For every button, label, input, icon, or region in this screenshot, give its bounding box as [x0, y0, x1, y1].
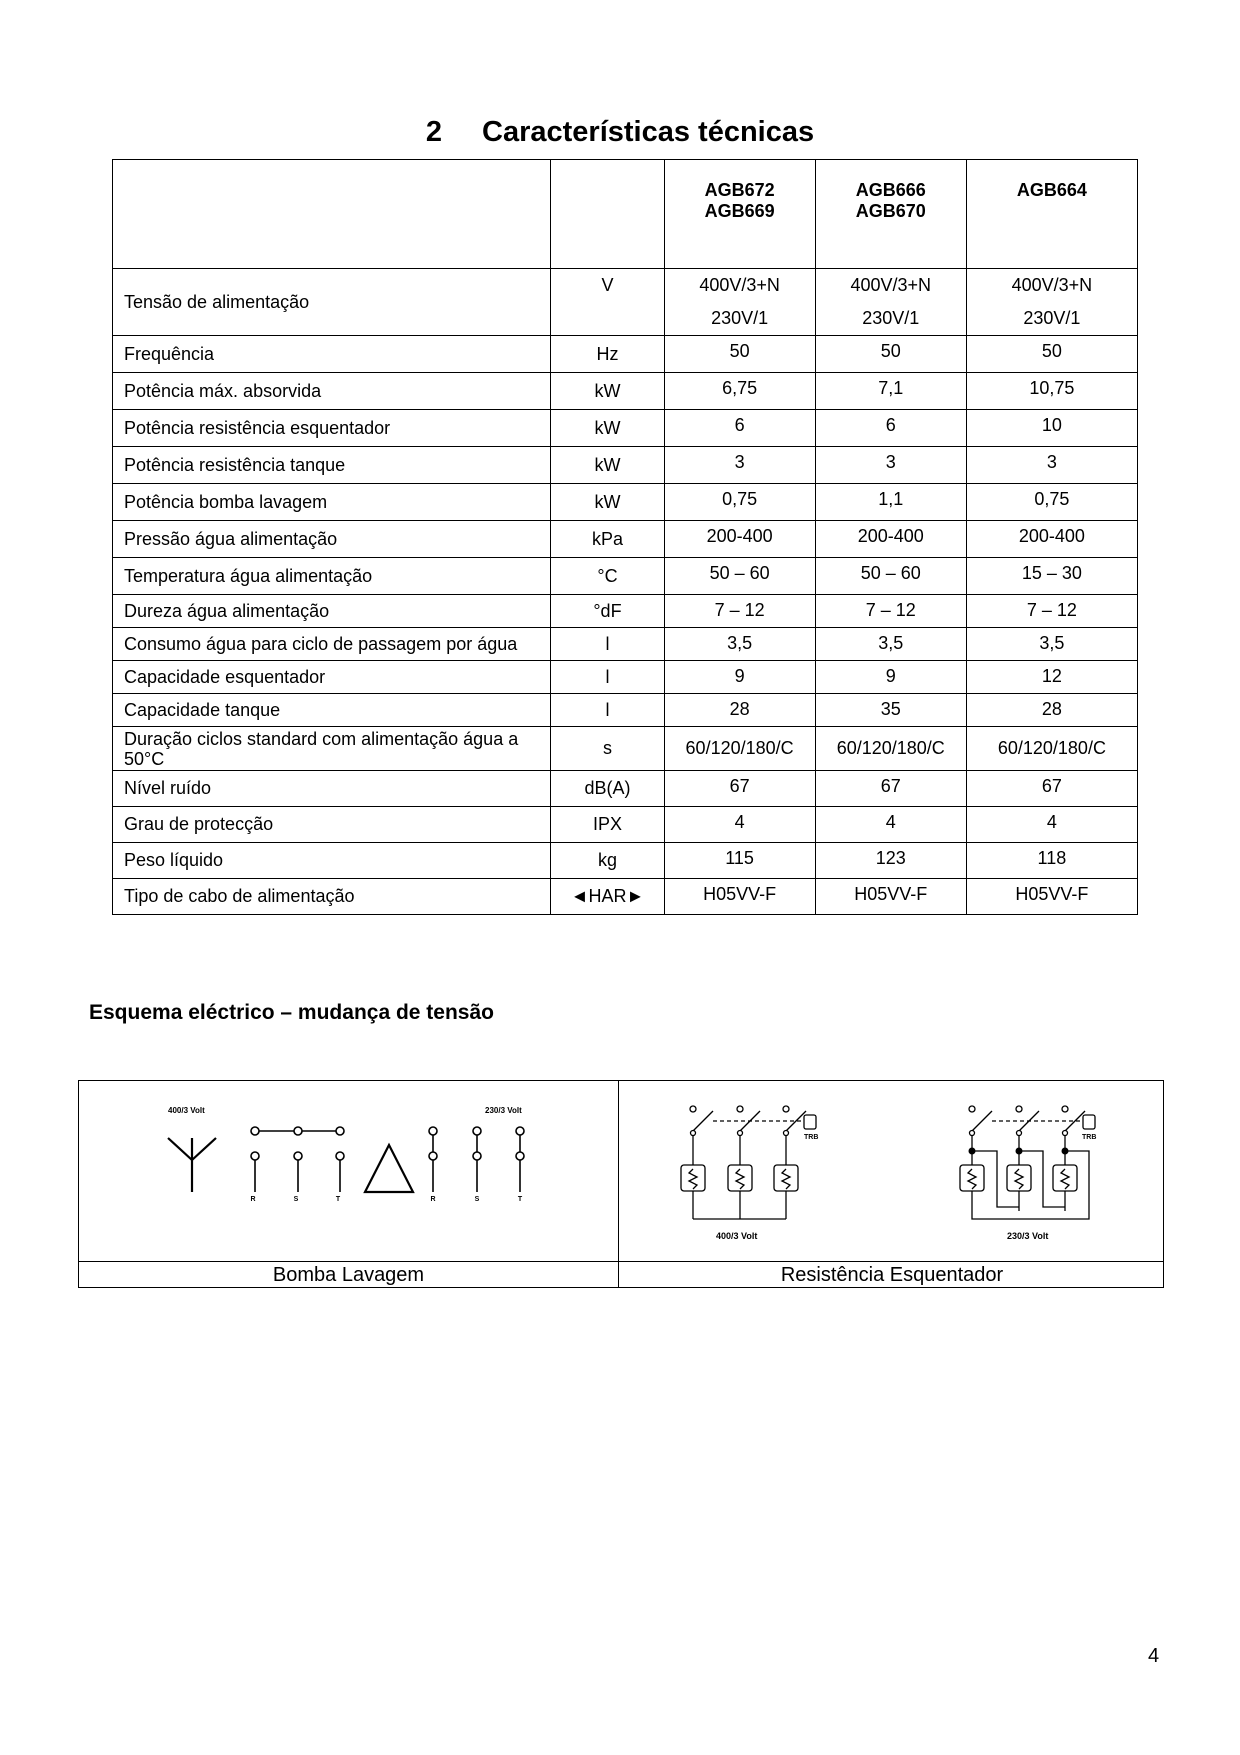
table-row — [113, 269, 1138, 336]
row-value: 60/120/180/C — [966, 727, 1137, 771]
row-unit: l — [551, 628, 664, 661]
row-label: Duração ciclos standard com alimentação água a 50°C — [113, 727, 551, 771]
table-header-row — [113, 160, 1138, 269]
row-unit: kg — [551, 843, 664, 879]
row-value: 28 — [664, 694, 815, 727]
row-label: Potência resistência esquentador — [113, 410, 551, 447]
terminal-r: R — [430, 1196, 436, 1203]
row-label: Consumo água para ciclo de passagem por água — [113, 628, 551, 661]
trb-label: TRB — [804, 1134, 819, 1141]
section-number: 2 — [425, 116, 443, 148]
pump-caption: Bomba Lavagem — [272, 1264, 425, 1286]
row-value: 3,5 — [664, 628, 815, 661]
row-value: H05VV-F — [966, 879, 1137, 915]
row-value: 67 — [815, 771, 966, 807]
table-row — [113, 661, 1138, 694]
specs-table — [112, 159, 1138, 915]
row-label: Grau de protecção — [113, 807, 551, 843]
table-row — [113, 807, 1138, 843]
row-unit: °C — [551, 558, 664, 595]
row-value: 3 — [966, 447, 1137, 484]
row-unit: kW — [551, 410, 664, 447]
table-row — [113, 336, 1138, 373]
row-unit: °dF — [551, 595, 664, 628]
row-value: 12 — [966, 661, 1137, 694]
row-value: 60/120/180/C — [815, 727, 966, 771]
table-row — [113, 843, 1138, 879]
row-unit: dB(A) — [551, 771, 664, 807]
pump-wiring-diagram — [79, 1081, 618, 1261]
row-label: Frequência — [113, 336, 551, 373]
row-label: Temperatura água alimentação — [113, 558, 551, 595]
row-unit: IPX — [551, 807, 664, 843]
terminal-r: R — [250, 1196, 256, 1203]
row-value: 4 — [966, 807, 1137, 843]
row-value: 7 – 12 — [815, 595, 966, 628]
row-value: 7,1 — [815, 373, 966, 410]
table-row — [113, 879, 1138, 915]
heater-400-group — [681, 1106, 819, 1219]
row-label: Dureza água alimentação — [113, 595, 551, 628]
section-title-text: Características técnicas — [482, 116, 815, 148]
row-unit: ◄HAR► — [551, 879, 664, 915]
row-value: 50 — [664, 336, 815, 373]
terminal-s: S — [293, 1196, 299, 1203]
table-row — [113, 447, 1138, 484]
row-value: 400V/3+N 230V/1 — [966, 269, 1137, 336]
row-value: 50 – 60 — [815, 558, 966, 595]
section-title — [0, 116, 1240, 149]
row-label: Capacidade tanque — [113, 694, 551, 727]
table-row — [113, 595, 1138, 628]
row-label: Peso líquido — [113, 843, 551, 879]
row-value: 67 — [664, 771, 815, 807]
row-value: 4 — [664, 807, 815, 843]
row-value: 35 — [815, 694, 966, 727]
row-unit: kW — [551, 484, 664, 521]
row-label: Tensão de alimentação — [113, 269, 551, 336]
table-row — [113, 373, 1138, 410]
wiring-diagram-box — [78, 1080, 1164, 1288]
row-value: 200-400 — [966, 521, 1137, 558]
row-value: 7 – 12 — [664, 595, 815, 628]
table-row — [113, 484, 1138, 521]
row-value: 123 — [815, 843, 966, 879]
table-row — [113, 694, 1138, 727]
row-unit: kW — [551, 373, 664, 410]
row-unit: l — [551, 661, 664, 694]
page-number: 4 — [1148, 1645, 1160, 1667]
star-terminals — [251, 1127, 344, 1192]
row-unit: Hz — [551, 336, 664, 373]
pump-label-400: 400/3 Volt — [168, 1106, 205, 1115]
table-row — [113, 558, 1138, 595]
row-value: 15 – 30 — [966, 558, 1137, 595]
row-value: 6,75 — [664, 373, 815, 410]
trb-label: TRB — [1082, 1134, 1097, 1141]
table-row — [113, 771, 1138, 807]
table-row — [113, 410, 1138, 447]
pump-label-230: 230/3 Volt — [485, 1106, 522, 1115]
row-value: 115 — [664, 843, 815, 879]
row-value: 4 — [815, 807, 966, 843]
row-unit: kPa — [551, 521, 664, 558]
row-value: H05VV-F — [815, 879, 966, 915]
row-value: 50 – 60 — [664, 558, 815, 595]
wiring-caption-line — [79, 1261, 1163, 1262]
star-symbol — [168, 1138, 216, 1192]
heater-label-230: 230/3 Volt — [1007, 1231, 1049, 1241]
row-label: Nível ruído — [113, 771, 551, 807]
row-label: Potência bomba lavagem — [113, 484, 551, 521]
model-header-3: AGB664 — [966, 160, 1137, 269]
heater-230-group — [960, 1106, 1095, 1219]
row-unit: s — [551, 727, 664, 771]
row-label: Potência resistência tanque — [113, 447, 551, 484]
row-value: H05VV-F — [664, 879, 815, 915]
row-unit: l — [551, 694, 664, 727]
row-label: Capacidade esquentador — [113, 661, 551, 694]
terminal-s: S — [474, 1196, 480, 1203]
row-value: 200-400 — [815, 521, 966, 558]
row-value: 28 — [966, 694, 1137, 727]
row-value: 3 — [664, 447, 815, 484]
row-value: 50 — [815, 336, 966, 373]
terminal-t: T — [335, 1196, 341, 1203]
row-value: 200-400 — [664, 521, 815, 558]
row-value: 400V/3+N 230V/1 — [664, 269, 815, 336]
heater-label-400: 400/3 Volt — [716, 1231, 758, 1241]
wiring-title: Esquema eléctrico – mudança de tensão — [89, 1001, 494, 1024]
heater-wiring-diagram — [619, 1081, 1165, 1261]
row-value: 3,5 — [966, 628, 1137, 661]
model-header-1: AGB672 AGB669 — [664, 160, 815, 269]
row-label: Pressão água alimentação — [113, 521, 551, 558]
delta-symbol — [365, 1145, 413, 1192]
row-value: 6 — [815, 410, 966, 447]
row-value: 9 — [815, 661, 966, 694]
terminal-t: T — [517, 1196, 523, 1203]
table-row — [113, 628, 1138, 661]
delta-terminals — [429, 1127, 524, 1192]
row-value: 1,1 — [815, 484, 966, 521]
row-label: Tipo de cabo de alimentação — [113, 879, 551, 915]
row-value: 3 — [815, 447, 966, 484]
row-label: Potência máx. absorvida — [113, 373, 551, 410]
header-empty-cell — [113, 160, 551, 269]
row-value: 7 – 12 — [966, 595, 1137, 628]
row-value: 50 — [966, 336, 1137, 373]
row-value: 10 — [966, 410, 1137, 447]
row-value: 400V/3+N 230V/1 — [815, 269, 966, 336]
wiring-divider — [618, 1081, 619, 1287]
model-header-2: AGB666 AGB670 — [815, 160, 966, 269]
row-value: 0,75 — [966, 484, 1137, 521]
heater-caption: Resistência Esquentador — [780, 1264, 1004, 1286]
row-value: 6 — [664, 410, 815, 447]
row-value: 9 — [664, 661, 815, 694]
row-unit: V — [551, 269, 664, 336]
row-value: 3,5 — [815, 628, 966, 661]
row-value: 0,75 — [664, 484, 815, 521]
row-value: 10,75 — [966, 373, 1137, 410]
row-value: 60/120/180/C — [664, 727, 815, 771]
row-unit: kW — [551, 447, 664, 484]
table-row — [113, 727, 1138, 771]
header-unit-cell — [551, 160, 664, 269]
row-value: 118 — [966, 843, 1137, 879]
row-value: 67 — [966, 771, 1137, 807]
table-row — [113, 521, 1138, 558]
